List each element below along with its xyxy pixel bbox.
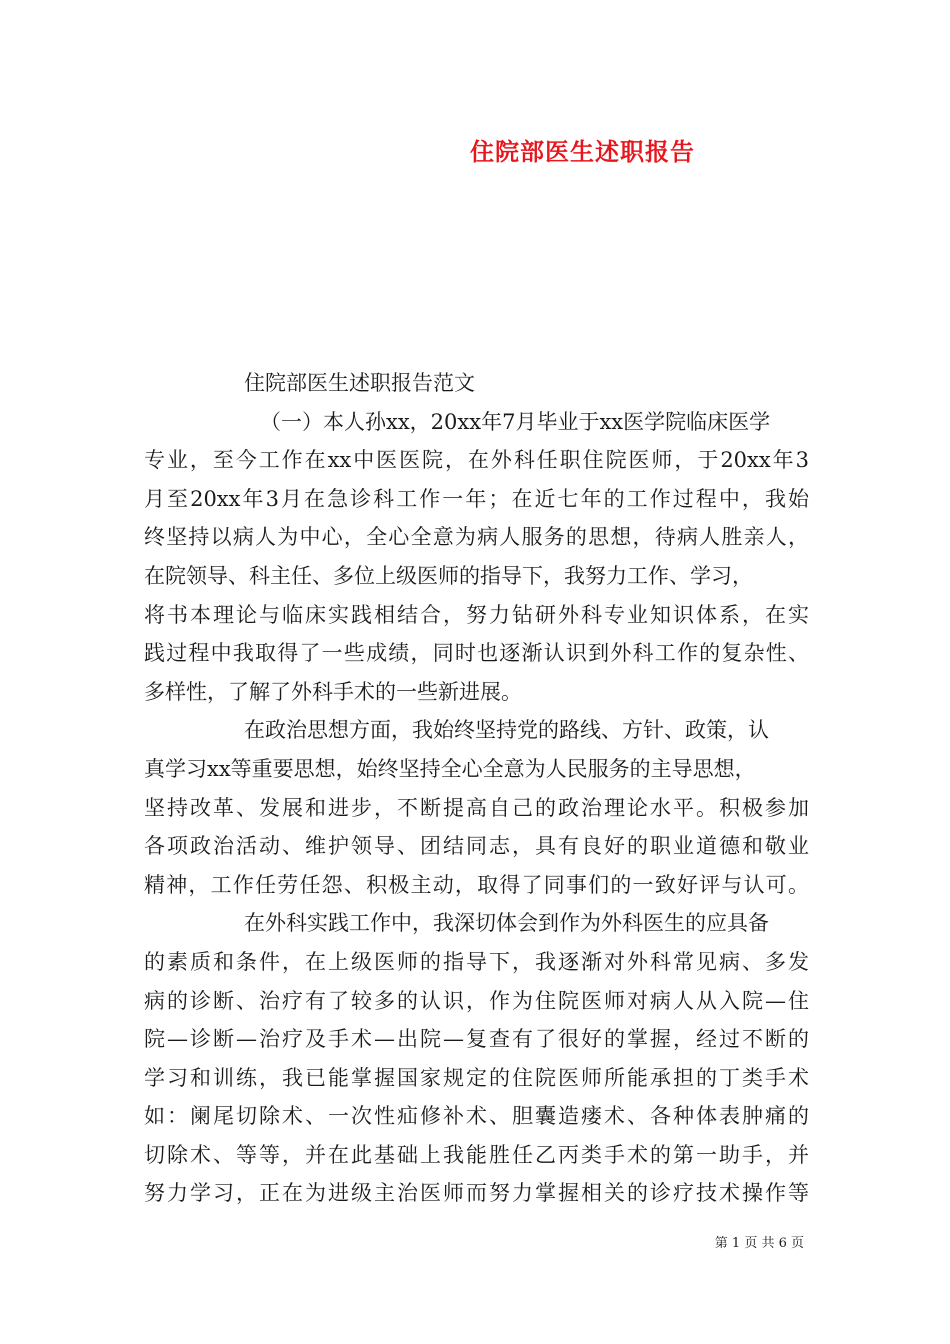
body-lines [144,403,809,1213]
body-line: 真学习xx等重要思想，始终坚持全心全意为人民服务的主导思想， [144,756,756,781]
body-line: 学习和训练，我已能掌握国家规定的住院医师所能承担的丁类手术 [144,1065,809,1090]
body-line: 践过程中我取得了一些成绩，同时也逐渐认识到外科工作的复杂性、 [144,641,809,666]
body-line: 切除术、等等，并在此基础上我能胜任乙丙类手术的第一助手，并 [144,1142,809,1167]
body-line: 在院领导、科主任、多位上级医师的指导下，我努力工作、学习， [144,563,753,588]
body-line: （一）本人孙xx，20xx年7月毕业于xx医学院临床医学 [260,409,771,434]
body-line: 在政治思想方面，我始终坚持党的路线、方针、政策，认 [244,718,769,743]
body-line: 在外科实践工作中，我深切体会到作为外科医生的应具备 [244,911,769,936]
document-title: 住院部医生述职报告 [470,137,695,166]
body-line: 多样性，了解了外科手术的一些新进展。 [144,679,522,704]
body-line: 如：阑尾切除术、一次性疝修补术、胆囊造瘘术、各种体表肿痛的 [144,1104,809,1129]
body-line: 各项政治活动、维护领导、团结同志，具有良好的职业道德和敬业 [144,834,809,859]
body-line: 院—诊断—治疗及手术—出院—复查有了很好的掌握，经过不断的 [144,1027,809,1052]
page-number-footer: 第 1 页 共 6 页 [714,1236,804,1251]
body-line: 将书本理论与临床实践相结合，努力钻研外科专业知识体系，在实 [144,602,809,627]
document-subtitle: 住院部医生述职报告范文 [244,371,475,395]
body-line: 专业，至今工作在xx中医医院，在外科任职住院医师，于20xx年3 [144,448,809,473]
body-line: 坚持改革、发展和进步，不断提高自己的政治理论水平。积极参加 [144,795,809,820]
body-line: 精神，工作任劳任怨、积极主动，取得了同事们的一致好评与认可。 [144,872,809,897]
body-line: 的素质和条件，在上级医师的指导下，我逐渐对外科常见病、多发 [144,949,809,974]
body-line: 努力学习，正在为进级主治医师而努力掌握相关的诊疗技术操作等 [144,1181,809,1206]
document-body [144,364,809,1213]
body-line: 终坚持以病人为中心，全心全意为病人服务的思想，待病人胜亲人， [144,525,809,550]
body-line: 病的诊断、治疗有了较多的认识，作为住院医师对病人从入院—住 [144,988,809,1013]
body-line: 月至20xx年3月在急诊科工作一年；在近七年的工作过程中，我始 [144,486,809,511]
